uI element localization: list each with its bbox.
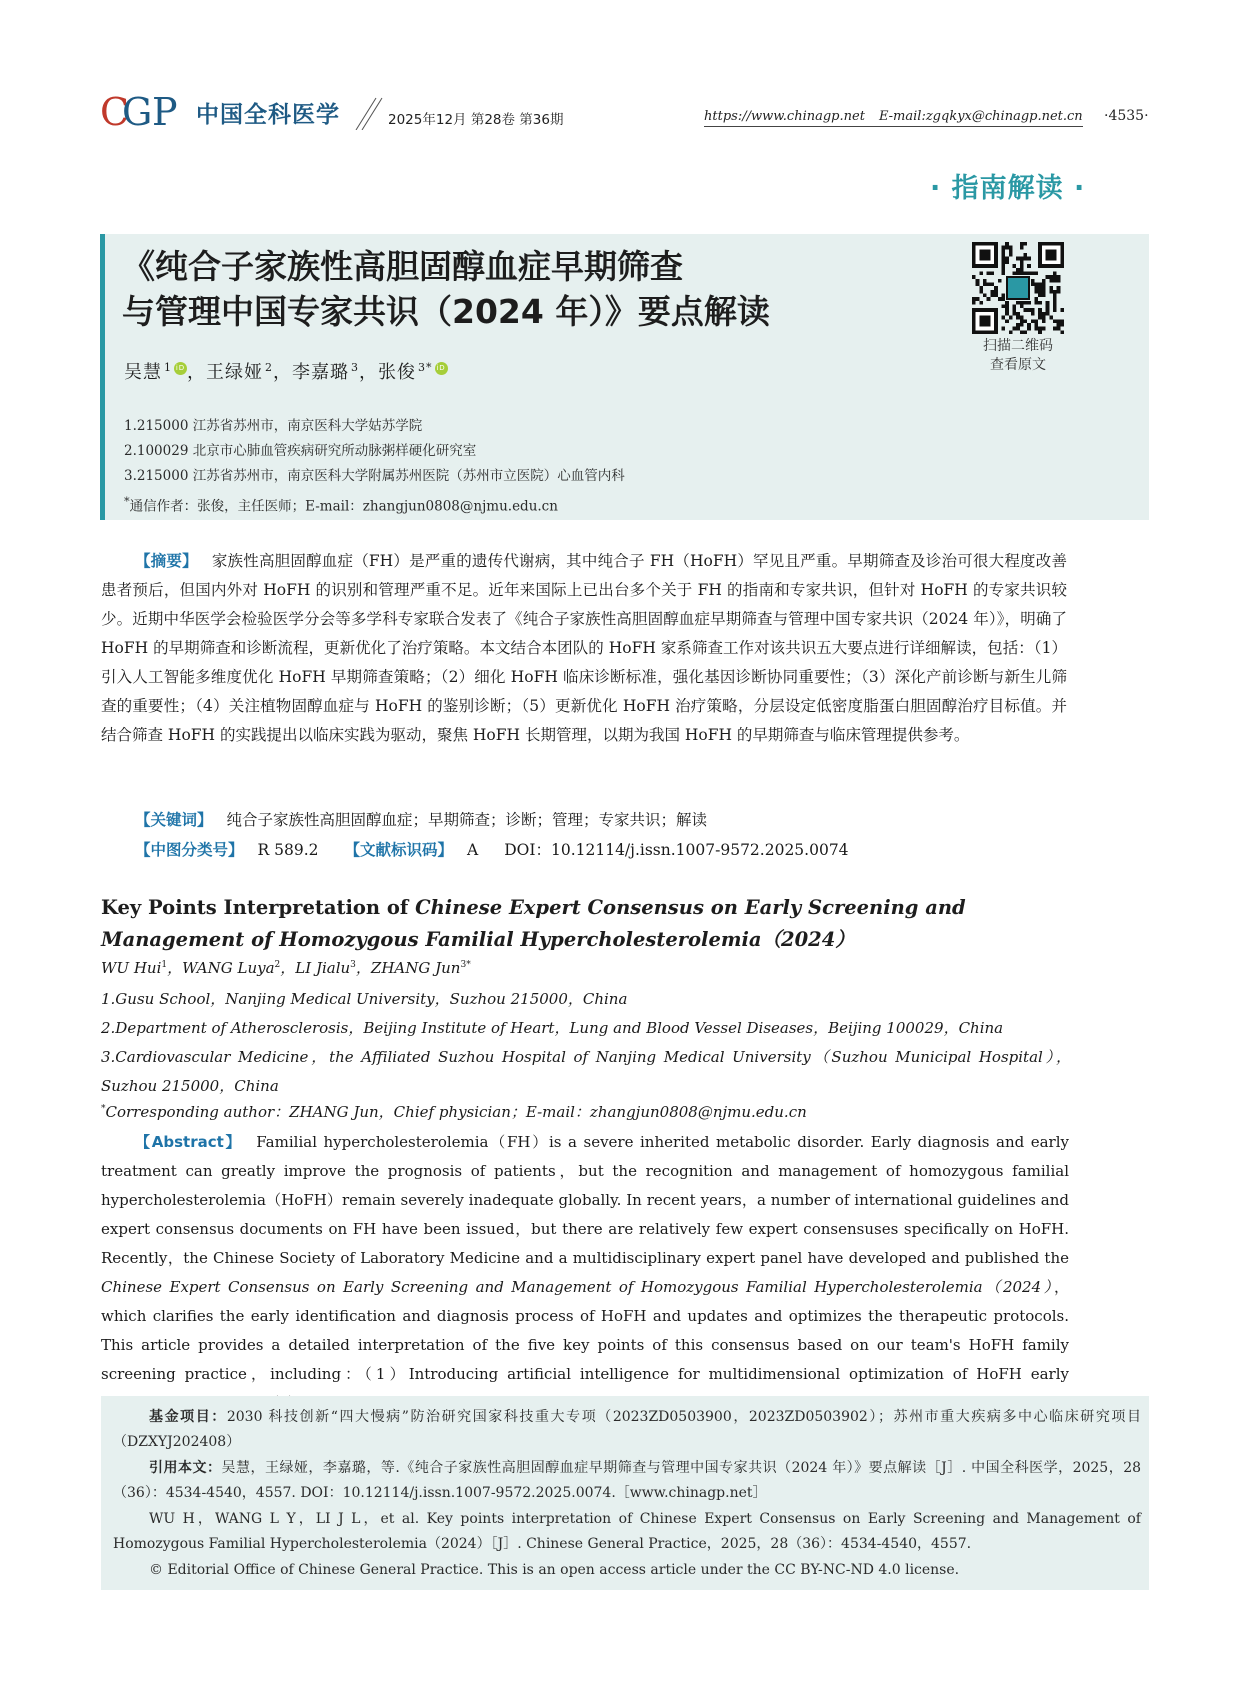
english-corresponding-author: *Corresponding author：ZHANG Jun，Chief physician；E-mail：zhangjun0808@njmu.edu.cn (101, 1103, 807, 1121)
author-name: 吴慧 (124, 362, 162, 383)
qr-code-icon[interactable] (972, 242, 1064, 334)
website-link[interactable]: https://www.chinagp.net (704, 109, 865, 124)
fund-label: 基金项目： (149, 1409, 227, 1425)
english-author-name: LI Jialu (295, 959, 351, 977)
cite-zh-text: 吴慧，王绿娅，李嘉璐，等.《纯合子家族性高胆固醇血症早期筛查与管理中国专家共识（2024 年）》要点解读［J］. 中国全科医学，2025，28（36）：4534-4540，4557. DOI：10.12114/j.issn.1007-9572.2025.0074.［www.chinagp.net］ (113, 1460, 1142, 1501)
svg-text:G: G (122, 92, 147, 132)
english-author-affiliation-mark: 2 (274, 960, 281, 970)
orcid-icon[interactable]: iD (174, 362, 187, 375)
english-affiliation-1: 1.Gusu School，Nanjing Medical University，Suzhou 215000，China (101, 990, 628, 1008)
corresponding-author: *通信作者：张俊，主任医师；E-mail：zhangjun0808@njmu.edu.cn (124, 495, 558, 515)
abstract-label: 【摘要】 (135, 552, 198, 570)
author-name: 李嘉璐 (292, 362, 349, 383)
author-name: 张俊 (378, 362, 416, 383)
svg-text:C: C (100, 92, 124, 132)
author-separator: ， (355, 959, 371, 977)
author-affiliation-mark: 3* (418, 361, 433, 374)
english-abstract-citation: Chinese Expert Consensus on Early Screening and Management of Homozygous Familial Hypercholesterolemia（2024） (101, 1278, 1054, 1296)
article-title (122, 244, 770, 334)
corresponding-mark: * (101, 1104, 106, 1114)
clc-value: R 589.2 (257, 841, 319, 859)
author-separator: ， (359, 362, 378, 383)
english-author-list (101, 957, 471, 978)
clc-label: 【中图分类号】 (135, 841, 244, 859)
english-author-name: ZHANG Jun (370, 959, 461, 977)
qr-caption-line-2: 查看原文 (990, 357, 1046, 373)
journal-logo (100, 92, 200, 132)
english-abstract-label: 【Abstract】 (135, 1133, 243, 1151)
author-separator: ， (167, 959, 183, 977)
english-title (101, 892, 1071, 956)
keywords-label: 【关键词】 (135, 811, 213, 829)
title-line-1: 《纯合子家族性高胆固醇血症早期筛查 (122, 247, 683, 286)
english-author-name: WANG Luya (182, 959, 275, 977)
chinese-keywords (135, 808, 707, 830)
author-name: 王绿娅 (206, 362, 263, 383)
issue-info: 2025年12月 第28卷 第36期 (388, 112, 564, 128)
author-affiliation-mark: 1 (164, 361, 172, 374)
affiliation-1: 1.215000 江苏省苏州市，南京医科大学姑苏学院 (124, 418, 423, 434)
author-affiliation-mark: 3 (351, 361, 359, 374)
fund-text: 2030 科技创新“四大慢病”防治研究国家科技重大专项（2023ZD0503900，2023ZD0503902）；苏州市重大疾病多中心临床研究项目（DZXYJ202408） (113, 1409, 1142, 1450)
cite-label: 引用本文： (149, 1460, 222, 1476)
author-affiliation-mark: 2 (265, 361, 273, 374)
author-separator: ， (273, 362, 292, 383)
doc-code-label: 【文献标识码】 (344, 841, 454, 859)
email-link[interactable]: E-mail:zgqkyx@chinagp.net.cn (878, 109, 1083, 124)
affiliation-3: 3.215000 江苏省苏州市，南京医科大学附属苏州医院（苏州市立医院）心血管内科 (124, 468, 625, 484)
page-number: ·4535· (1104, 108, 1149, 124)
english-author-affiliation-mark: 3* (460, 960, 471, 970)
author-separator: ， (280, 959, 296, 977)
english-author-name: WU Hui (101, 959, 162, 977)
doc-code-value: A (467, 841, 479, 859)
corresponding-mark: * (124, 495, 130, 508)
english-abstract (101, 1128, 1069, 1418)
affiliations (124, 414, 625, 520)
citation-chinese (113, 1456, 1141, 1506)
svg-text:P: P (152, 92, 178, 132)
author-list (124, 358, 448, 384)
citation-english: WU H，WANG L Y，LI J L，et al. Key points interpretation of Chinese Expert Consensus on Early Screening and Management of Homozygous Familial Hypercholesterolemia（2024）［J］. Chinese General Practice，2025，28（36）：4534-4540，4557. (113, 1511, 1141, 1552)
qr-caption-line-1: 扫描二维码 (983, 338, 1053, 354)
license-note: © Editorial Office of Chinese General Practice. This is an open access article under the CC BY-NC-ND 4.0 license. (149, 1562, 960, 1578)
orcid-icon[interactable]: iD (435, 362, 448, 375)
english-abstract-part-1: Familial hypercholesterolemia（FH）is a severe inherited metabolic disorder. Early diagnosis and early treatment can greatly improve the prognosis of patients，but the recognition and management of homozygous familial hypercholesterolemia（HoFH）remain severely inadequate globally. In recent years，a number of international guidelines and expert consensus documents on FH have been issued，but there are relatively few expert consensuses specifically on HoFH. Recently，the Chinese Society of Laboratory Medicine and a multidisciplinary expert panel have developed and published the (101, 1133, 1069, 1267)
english-abstract-part-2: ，which clarifies the early identification and diagnosis process of HoFH and updates and optimizes the therapeutic protocols. This article provides a detailed interpretation of the five key points of this consensus based on our team's HoFH family screening practice，including：（1）Introducing artificial intelligence for multidimensional optimization of HoFH early (101, 1278, 1069, 1383)
english-author-affiliation-mark: 3 (350, 960, 356, 970)
keywords-text: 纯合子家族性高胆固醇血症；早期筛查；诊断；管理；专家共识；解读 (226, 811, 708, 829)
title-line-2: 与管理中国专家共识（2024 年）》要点解读 (122, 292, 770, 331)
section-label: · 指南解读 · (930, 173, 1086, 204)
header-divider-slash (350, 96, 386, 130)
english-affiliation-3: 3.Cardiovascular Medicine，the Affiliated Suzhou Hospital of Nanjing Medical University（Suzhou Municipal Hospital），Suzhou 215000，China (101, 1048, 1071, 1095)
english-affiliation-2: 2.Department of Atherosclerosis，Beijing Institute of Heart，Lung and Blood Vessel Diseases，Beijing 100029，China (101, 1019, 1004, 1037)
funding-note (113, 1405, 1141, 1455)
affiliation-2: 2.100029 北京市心肺血管疾病研究所动脉粥样硬化研究室 (124, 443, 477, 459)
header-links (704, 109, 1083, 127)
abstract-text: 家族性高胆固醇血症（FH）是严重的遗传代谢病，其中纯合子 FH（HoFH）罕见且严重。早期筛查及诊治可很大程度改善患者预后，但国内外对 HoFH 的识别和管理严重不足。近年来国际上已出台多个关于 FH 的指南和专家共识，但针对 HoFH 的专家共识较少。近期中华医学会检验医学分会等多学科专家联合发表了《纯合子家族性高胆固醇血症早期筛查与管理中国专家共识（2024 年）》，明确了 HoFH 的早期筛查和诊断流程，更新优化了治疗策略。本文结合本团队的 HoFH 家系筛查工作对该共识五大要点进行详细解读，包括：（1）引入人工智能多维度优化 HoFH 早期筛查策略；（2）细化 HoFH 临床诊断标准，强化基因诊断协同重要性；（3）深化产前诊断与新生儿筛查的重要性；（4）关注植物固醇血症与 HoFH 的鉴别诊断；（5）更新优化 HoFH 治疗策略，分层设定低密度脂蛋白胆固醇治疗目标值。并结合筛查 HoFH 的实践提出以临床实践为驱动，聚焦 HoFH 长期管理，以期为我国 HoFH 的早期筛查与临床管理提供参考。 (101, 552, 1067, 744)
doi[interactable]: DOI：10.12114/j.issn.1007-9572.2025.0074 (504, 841, 849, 859)
english-title-italic: Chinese Expert Consensus on Early Screening and Management of Homozygous Familial Hypercholesterolemia（2024） (101, 896, 966, 951)
journal-name: 中国全科医学 (196, 102, 340, 128)
classification-line (135, 838, 849, 860)
author-separator: ， (187, 362, 206, 383)
english-author-affiliation-mark: 1 (161, 960, 168, 970)
english-title-prefix: Key Points Interpretation of (101, 896, 416, 919)
chinese-abstract (101, 547, 1067, 750)
qr-caption (960, 337, 1076, 375)
